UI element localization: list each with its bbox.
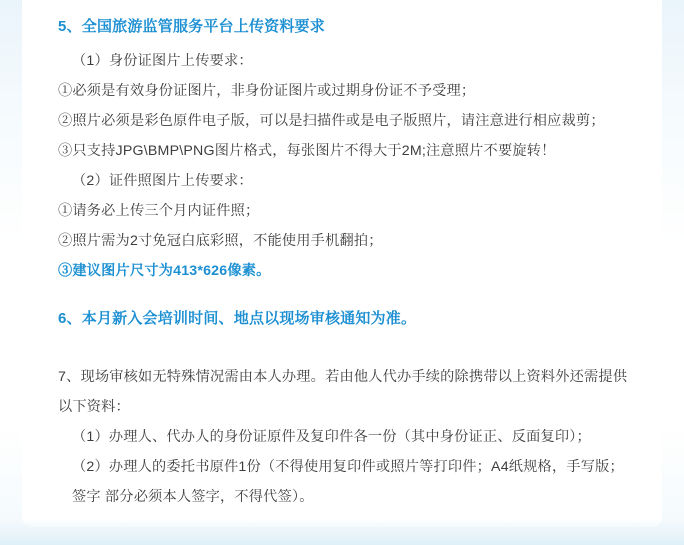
bottom-gradient xyxy=(0,519,684,545)
section-5-sub2-title: （2）证件照图片上传要求： xyxy=(72,173,253,189)
section-5-sub2-item-1: ①请务必上传三个月内证件照； xyxy=(58,203,260,219)
section-5-sub2-item-2: ②照片需为2寸免冠白底彩照，不能使用手机翻拍； xyxy=(58,233,383,249)
section-6-heading: 6、本月新入会培训时间、地点以现场审核通知为准。 xyxy=(58,310,417,327)
spacer-2 xyxy=(58,342,632,362)
section-5-heading: 5、全国旅游监管服务平台上传资料要求 xyxy=(58,18,325,35)
document-content xyxy=(58,14,632,512)
section-5-sub1-item-1: ①必须是有效身份证图片，非身份证图片或过期身份证不予受理； xyxy=(58,83,476,99)
section-7-item-2: （2）办理人的委托书原件1份（不得使用复印件或照片等打印件；A4纸规格，手写版；签字 部分必须本人签字，不得代签）。 xyxy=(72,459,624,505)
section-5-sub2-highlight: ③建议图片尺寸为413*626像素。 xyxy=(58,263,271,279)
section-7-item-1: （1）办理人、代办人的身份证原件及复印件各一份（其中身份证正、反面复印）； xyxy=(72,429,591,445)
section-7-paragraph: 7、现场审核如无特殊情况需由本人办理。若由他人代办手续的除携带以上资料外还需提供以下资料： xyxy=(58,369,628,415)
section-5-sub1-item-3: ③只支持JPG\BMP\PNG图片格式，每张图片不得大于2M;注意照片不要旋转！ xyxy=(58,143,556,159)
content-card xyxy=(22,0,662,527)
section-5-sub1-title: （1）身份证图片上传要求： xyxy=(72,53,253,69)
spacer-1 xyxy=(58,286,632,306)
section-5-sub1-item-2: ②照片必须是彩色原件电子版，可以是扫描件或是电子版照片，请注意进行相应裁剪； xyxy=(58,113,605,129)
